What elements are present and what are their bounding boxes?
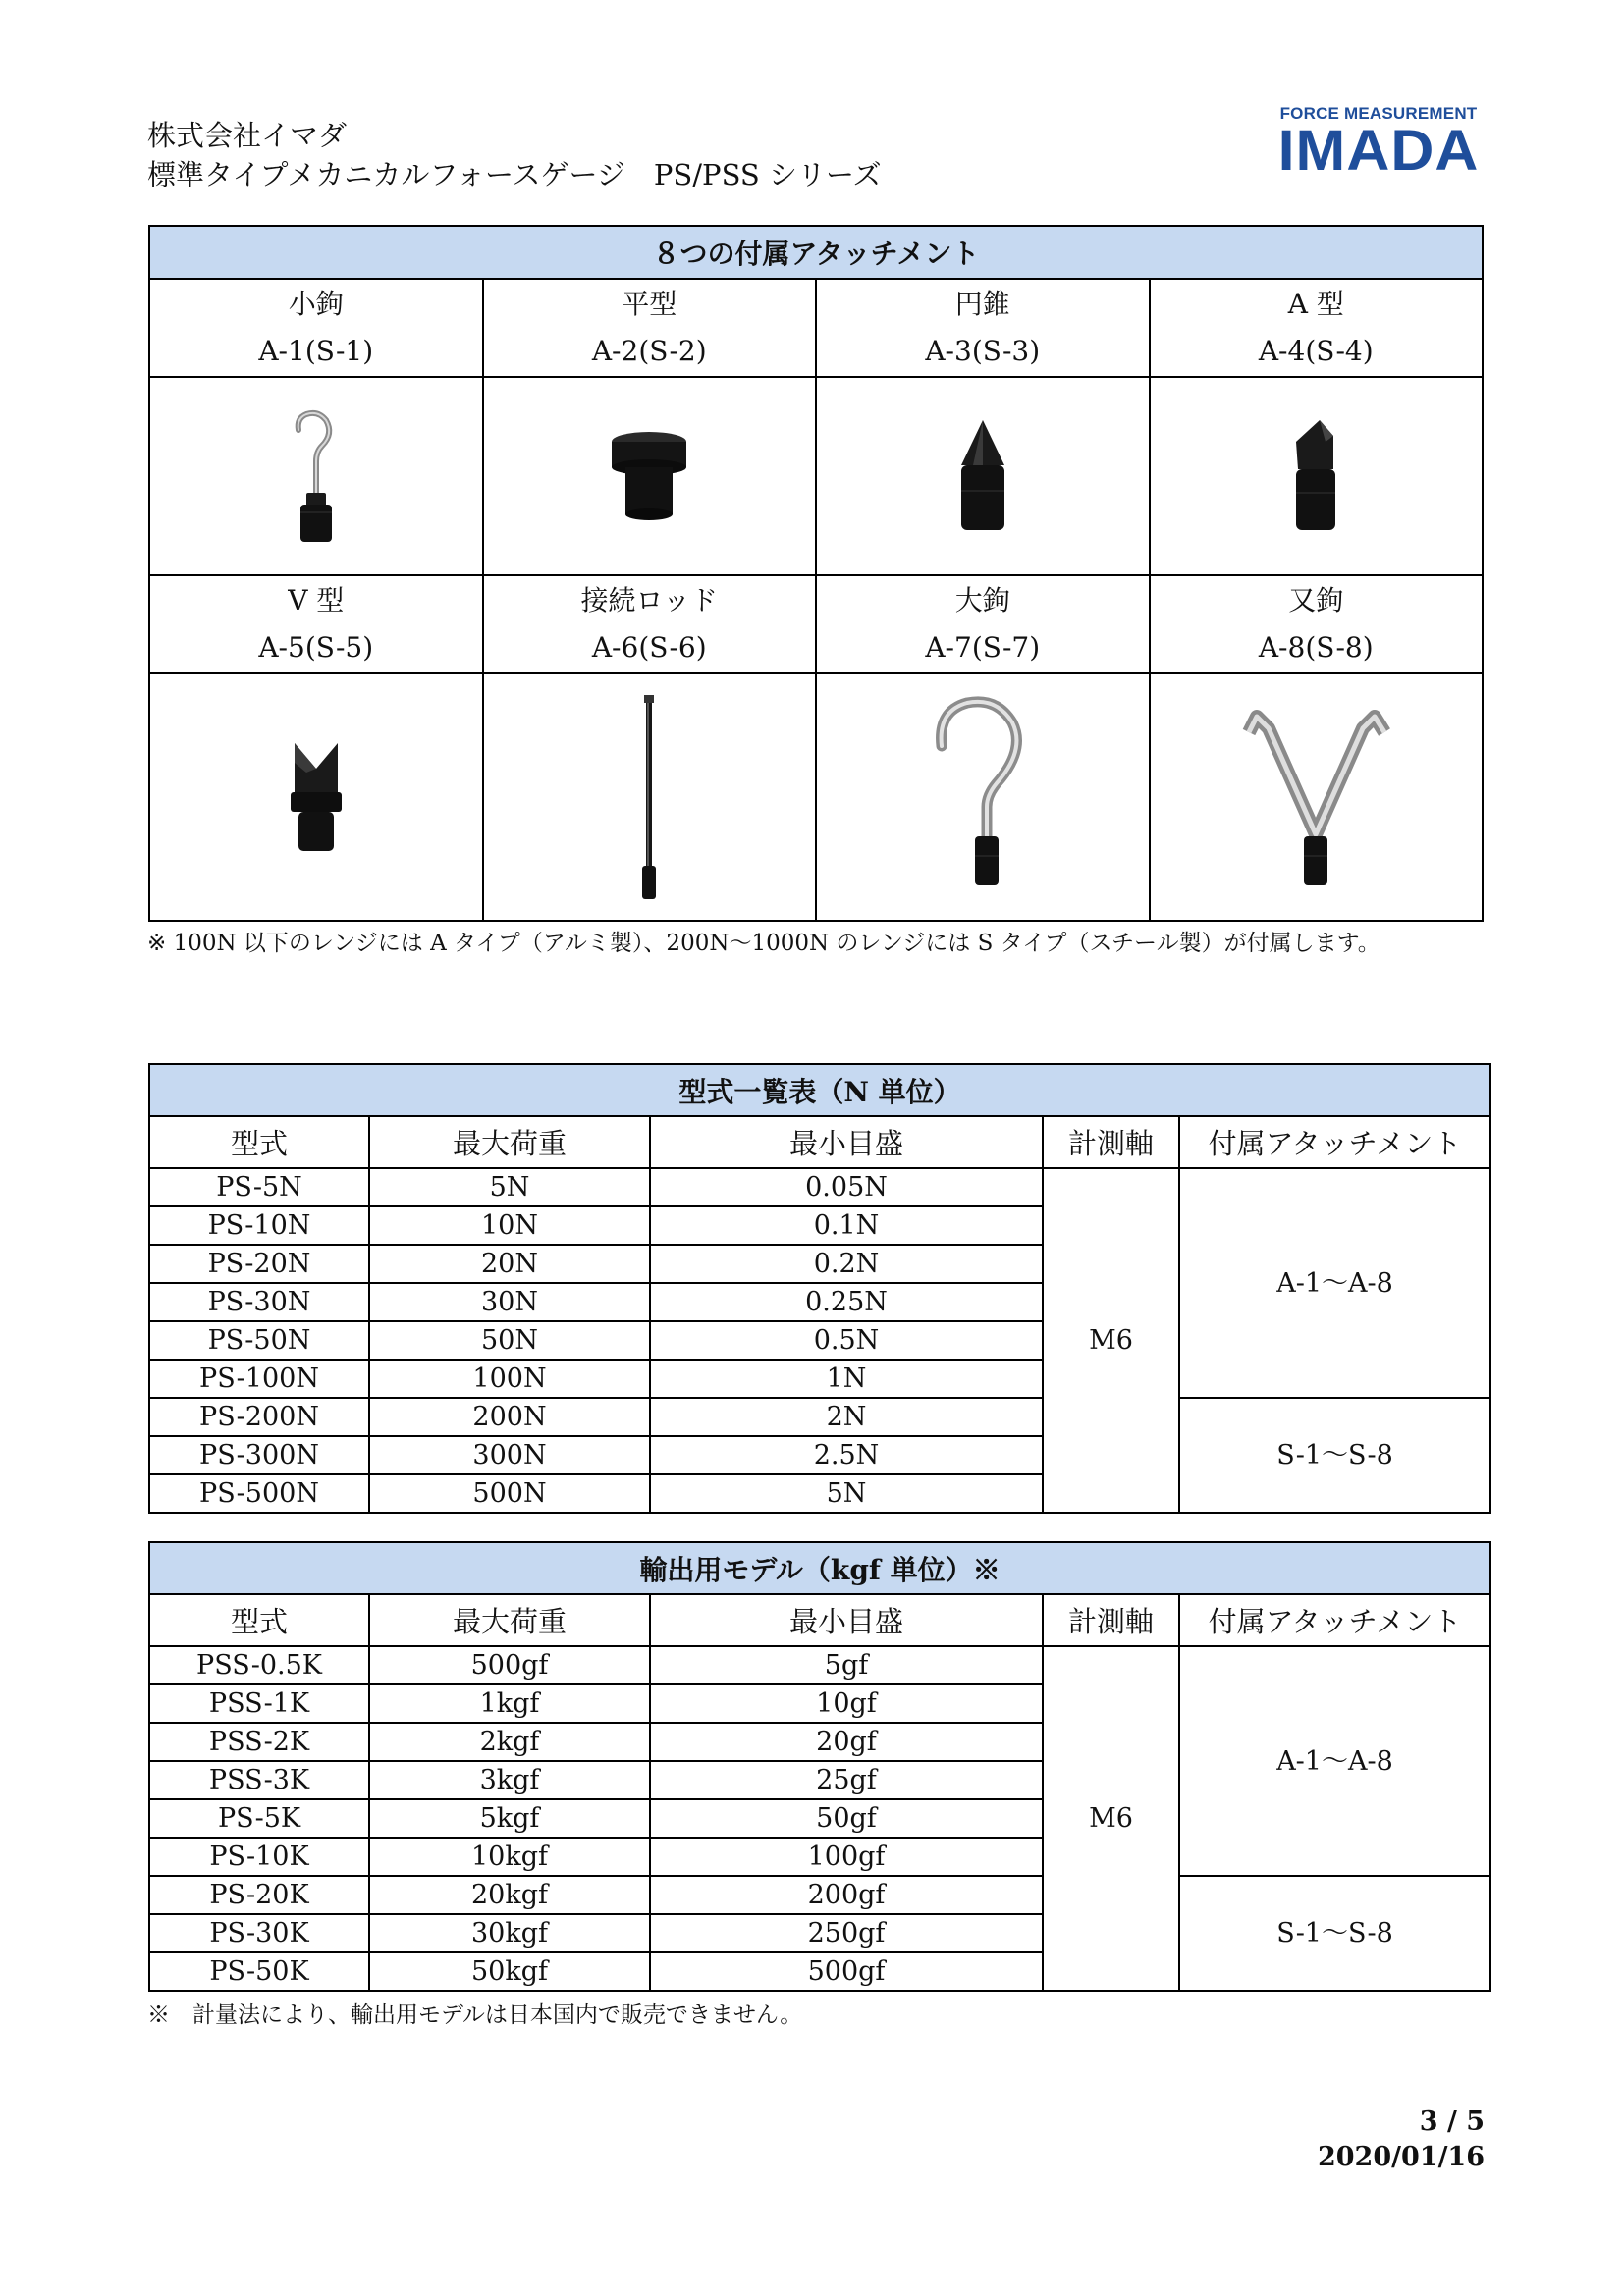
logo-tagline: FORCE MEASUREMENT [1279,104,1478,123]
cone-tip-icon [944,412,1022,540]
model-cell: PS-5K [149,1799,369,1838]
column-header: 付属アタッチメント [1179,1116,1490,1168]
attachment-cell [149,575,483,673]
min-graduation-cell: 20gf [650,1723,1043,1761]
max-load-cell: 10N [369,1206,650,1245]
max-load-cell: 200N [369,1398,650,1436]
min-graduation-cell: 200gf [650,1876,1043,1914]
column-header: 最大荷重 [369,1116,650,1168]
max-load-cell: 1kgf [369,1684,650,1723]
table-row [149,1876,1490,1914]
model-cell: PSS-3K [149,1761,369,1799]
min-graduation-cell: 0.25N [650,1283,1043,1321]
attachment-name: 小鉤 [288,288,344,320]
flat-tip-icon [600,422,698,530]
attachment-name: V 型 [288,584,345,616]
page-number: 3 / 5 [1419,2107,1485,2137]
model-cell: PSS-1K [149,1684,369,1723]
attachment-cell [816,575,1150,673]
min-graduation-cell: 5gf [650,1646,1043,1684]
attachment-code: A-8(S-8) [1258,631,1374,664]
attachment-image-cell [483,673,817,921]
attachment-set-a-cell: A-1～A-8 [1179,1168,1490,1398]
small-hook-icon [277,402,355,550]
chisel-tip-icon [1276,412,1355,540]
measuring-axis-cell: M6 [1043,1646,1179,1991]
attachment-name: 接続ロッド [580,584,718,616]
attachment-image-cell [1150,673,1484,921]
attachment-name: 大鉤 [954,584,1010,616]
attachment-image-cell [1150,377,1484,575]
attachment-name: A 型 [1287,288,1344,320]
attachment-image-cell [483,377,817,575]
export-model-note: ※ 計量法により、輸出用モデルは日本国内で販売できません。 [147,2002,803,2028]
document-date: 2020/01/16 [1317,2142,1485,2172]
column-header: 付属アタッチメント [1179,1594,1490,1646]
column-header: 最大荷重 [369,1594,650,1646]
model-cell: PS-10N [149,1206,369,1245]
max-load-cell: 5kgf [369,1799,650,1838]
max-load-cell: 300N [369,1436,650,1474]
model-table-n [148,1063,1491,1514]
measuring-axis-cell: M6 [1043,1168,1179,1513]
max-load-cell: 100N [369,1360,650,1398]
model-cell: PS-5N [149,1168,369,1206]
attachment-set-s-cell: S-1～S-8 [1179,1876,1490,1991]
attachment-code: A-6(S-6) [591,631,707,664]
attachment-set-s-cell: S-1～S-8 [1179,1398,1490,1513]
attachment-cell [483,575,817,673]
attachment-image-cell [816,673,1150,921]
attachment-code: A-1(S-1) [258,335,374,367]
table-row [149,1646,1490,1684]
min-graduation-cell: 1N [650,1360,1043,1398]
min-graduation-cell: 500gf [650,1952,1043,1991]
column-header: 型式 [149,1594,369,1646]
document-title: 標準タイプメカニカルフォースゲージ PS/PSS シリーズ [147,158,882,191]
max-load-cell: 5N [369,1168,650,1206]
attachment-cell [483,279,817,377]
attachments-caption: ８つの付属アタッチメント [149,226,1483,279]
column-header: 計測軸 [1043,1594,1179,1646]
table-row [149,1168,1490,1206]
max-load-cell: 3kgf [369,1761,650,1799]
model-cell: PS-500N [149,1474,369,1513]
attachment-cell [149,279,483,377]
min-graduation-cell: 0.05N [650,1168,1043,1206]
column-header: 最小目盛 [650,1594,1043,1646]
attachment-code: A-5(S-5) [258,631,374,664]
max-load-cell: 20N [369,1245,650,1283]
model-cell: PS-200N [149,1398,369,1436]
column-header: 型式 [149,1116,369,1168]
max-load-cell: 30N [369,1283,650,1321]
logo-wordmark: IMADA [1277,119,1480,183]
attachment-code: A-3(S-3) [925,335,1041,367]
min-graduation-cell: 10gf [650,1684,1043,1723]
table-n-caption: 型式一覧表（N 単位） [149,1064,1490,1116]
v-notch-tip-icon [277,733,355,861]
attachments-note: ※ 100N 以下のレンジには A タイプ（アルミ製）、200N～1000N のレンジには S タイプ（スチール製）が付属します。 [147,931,1380,956]
attachment-code: A-4(S-4) [1258,335,1374,367]
table-row [149,1398,1490,1436]
max-load-cell: 500gf [369,1646,650,1684]
model-cell: PS-100N [149,1360,369,1398]
model-cell: PSS-0.5K [149,1646,369,1684]
min-graduation-cell: 100gf [650,1838,1043,1876]
attachment-cell [1150,279,1484,377]
model-cell: PSS-2K [149,1723,369,1761]
model-cell: PS-50N [149,1321,369,1360]
min-graduation-cell: 25gf [650,1761,1043,1799]
extension-rod-icon [629,689,669,905]
attachment-image-cell [816,377,1150,575]
model-cell: PS-30K [149,1914,369,1952]
attachment-set-a-cell: A-1～A-8 [1179,1646,1490,1876]
attachment-code: A-2(S-2) [591,335,707,367]
max-load-cell: 10kgf [369,1838,650,1876]
large-hook-icon [924,689,1042,905]
min-graduation-cell: 50gf [650,1799,1043,1838]
company-name: 株式会社イマダ [147,119,348,152]
model-cell: PS-50K [149,1952,369,1991]
attachment-cell [1150,575,1484,673]
attachment-name: 又鉤 [1288,584,1344,616]
attachment-name: 円錐 [954,288,1010,320]
attachment-code: A-7(S-7) [925,631,1041,664]
model-cell: PS-300N [149,1436,369,1474]
attachment-image-cell [149,377,483,575]
imada-logo [1272,104,1485,183]
model-cell: PS-10K [149,1838,369,1876]
column-header: 最小目盛 [650,1116,1043,1168]
max-load-cell: 30kgf [369,1914,650,1952]
min-graduation-cell: 2.5N [650,1436,1043,1474]
min-graduation-cell: 5N [650,1474,1043,1513]
max-load-cell: 20kgf [369,1876,650,1914]
min-graduation-cell: 250gf [650,1914,1043,1952]
attachments-table [148,225,1484,922]
fork-hook-icon [1227,689,1404,905]
attachment-image-cell [149,673,483,921]
model-cell: PS-30N [149,1283,369,1321]
attachment-name: 平型 [622,288,677,320]
column-header: 計測軸 [1043,1116,1179,1168]
model-cell: PS-20K [149,1876,369,1914]
min-graduation-cell: 0.2N [650,1245,1043,1283]
max-load-cell: 50N [369,1321,650,1360]
table-kgf-caption: 輸出用モデル（kgf 単位）※ [149,1542,1490,1594]
max-load-cell: 50kgf [369,1952,650,1991]
max-load-cell: 500N [369,1474,650,1513]
model-table-kgf [148,1541,1491,1992]
min-graduation-cell: 0.1N [650,1206,1043,1245]
min-graduation-cell: 0.5N [650,1321,1043,1360]
attachment-cell [816,279,1150,377]
max-load-cell: 2kgf [369,1723,650,1761]
min-graduation-cell: 2N [650,1398,1043,1436]
model-cell: PS-20N [149,1245,369,1283]
